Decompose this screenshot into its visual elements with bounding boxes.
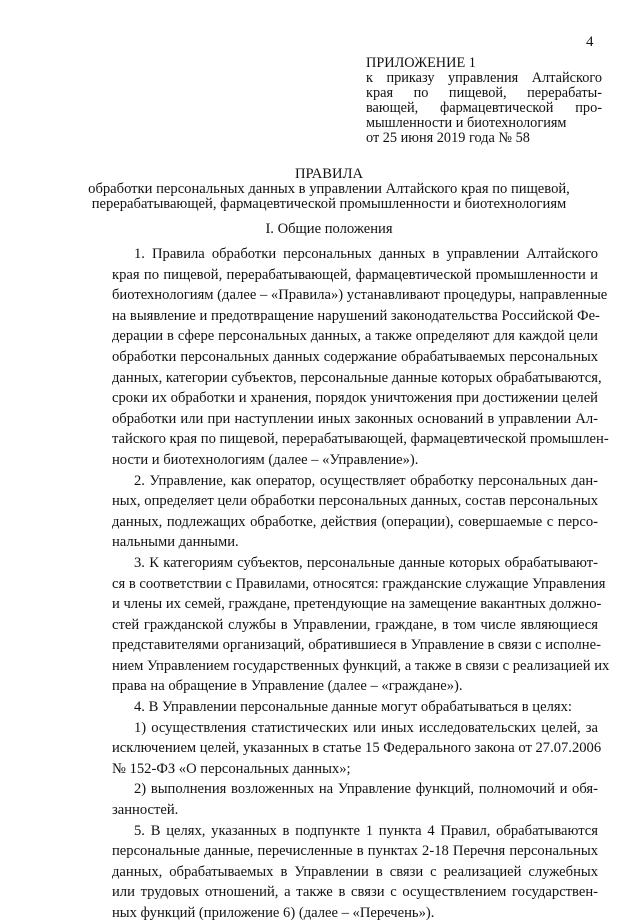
document-subtitle-line: перерабатывающей, фармацевтической промышленности и биотехнологиям [91, 196, 567, 212]
paragraph-line: ся в соответствии с Правилами, относятся: гражданские служащие Управления [112, 575, 606, 592]
paragraph-line: и члены их семей, граждане, претендующие на замещение вакантных должно- [112, 596, 602, 613]
document-body [112, 244, 610, 924]
paragraph-line: № 152-ФЗ «О персональных данных»; [112, 760, 351, 777]
paragraph-line: края по пищевой, перерабатывающей, фармацевтической промышленности и [112, 266, 598, 283]
paragraph-line: дерации в сфере персональных данных, а также определяют для каждой цели [112, 328, 598, 345]
paragraph-line: 1) осуществления статистических или иных исследовательских целей, за [134, 719, 598, 736]
document-title: ПРАВИЛА [294, 166, 364, 182]
paragraph-line: ности и биотехнологиям (далее – «Управление»). [112, 451, 419, 468]
paragraph-line: ных, определяет цели обработки персональных данных, состав персональных [112, 493, 598, 510]
paragraph-line: данных, обрабатываемых в Управлении в связи с реализацией служебных [112, 863, 598, 880]
section-heading: I. Общие положения [265, 221, 393, 237]
page-number: 4 [586, 34, 594, 50]
annex-date: от 25 июня 2019 года № 58 [366, 130, 530, 146]
paragraph-line: или трудовых отношений, а также в связи с осуществлением государствен- [112, 884, 598, 901]
paragraph-line: 2) выполнения возложенных на Управление функций, полномочий и обя- [134, 781, 598, 798]
paragraph-line: 4. В Управлении персональные данные могут обрабатываться в целях: [134, 699, 572, 716]
document-subtitle-line: обработки персональных данных в управлении Алтайского края по пищевой, [88, 181, 570, 197]
paragraph-line: занностей. [112, 802, 179, 819]
paragraph-line: обработки персональных данных содержание обрабатываемых персональных [112, 348, 598, 365]
paragraph-line: стей гражданской службы в Управлении, граждане, в том числе являющиеся [112, 616, 598, 633]
annex-line: вающей, фармацевтической про- [366, 100, 602, 116]
annex-line: к приказу управления Алтайского [366, 70, 602, 86]
paragraph-line: 5. В целях, указанных в подпункте 1 пункта 4 Правил, обрабатываются [134, 822, 598, 839]
paragraph-line: ных функций (приложение 6) (далее – «Перечень»). [112, 905, 435, 921]
paragraph-line: представителями организаций, обратившиеся в Управление в связи с исполне- [112, 637, 601, 654]
paragraph-line: исключением целей, указанных в статье 15 Федерального закона от 27.07.2006 [112, 740, 602, 757]
annex-body [366, 71, 602, 131]
paragraph-line: нальными данными. [112, 534, 239, 551]
paragraph-line: 2. Управление, как оператор, осуществляет обработку персональных дан- [134, 472, 598, 489]
paragraph-line: сроки их обработки и хранения, порядок уничтожения при достижении целей [112, 390, 598, 407]
paragraph-line: нием Управлением государственных функций, а также в связи с реализацией их [112, 657, 610, 674]
annex-header [366, 56, 602, 146]
paragraph-line: права на обращение в Управление (далее – «граждане»). [112, 678, 463, 695]
paragraph-line: данных, категории субъектов, персональные данные которых обрабатываются, [112, 369, 602, 386]
annex-title: ПРИЛОЖЕНИЕ 1 [366, 55, 476, 71]
paragraph-line: персональные данные, перечисленные в пунктах 2-18 Перечня персональных [112, 843, 598, 860]
paragraph-line: данных, подлежащих обработке, действия (операции), совершаемые с персо- [112, 513, 598, 530]
paragraph-line: биотехнологиям (далее – «Правила») устанавливают процедуры, направленные [112, 287, 608, 304]
annex-line: края по пищевой, перерабаты- [366, 85, 602, 101]
paragraph-line: на выявление и предотвращение нарушений законодательства Российской Фе- [112, 307, 600, 324]
annex-line: мышленности и биотехнологиям [366, 115, 567, 131]
paragraph-line: тайского края по пищевой, перерабатывающей, фармацевтической промышлен- [112, 431, 609, 448]
paragraph-line: 3. К категориям субъектов, персональные данные которых обрабатывают- [134, 554, 598, 571]
paragraph-line: 1. Правила обработки персональных данных в управлении Алтайского [134, 246, 598, 262]
paragraph-line: обработки или при наступлении иных законных оснований в управлении Ал- [112, 410, 598, 427]
